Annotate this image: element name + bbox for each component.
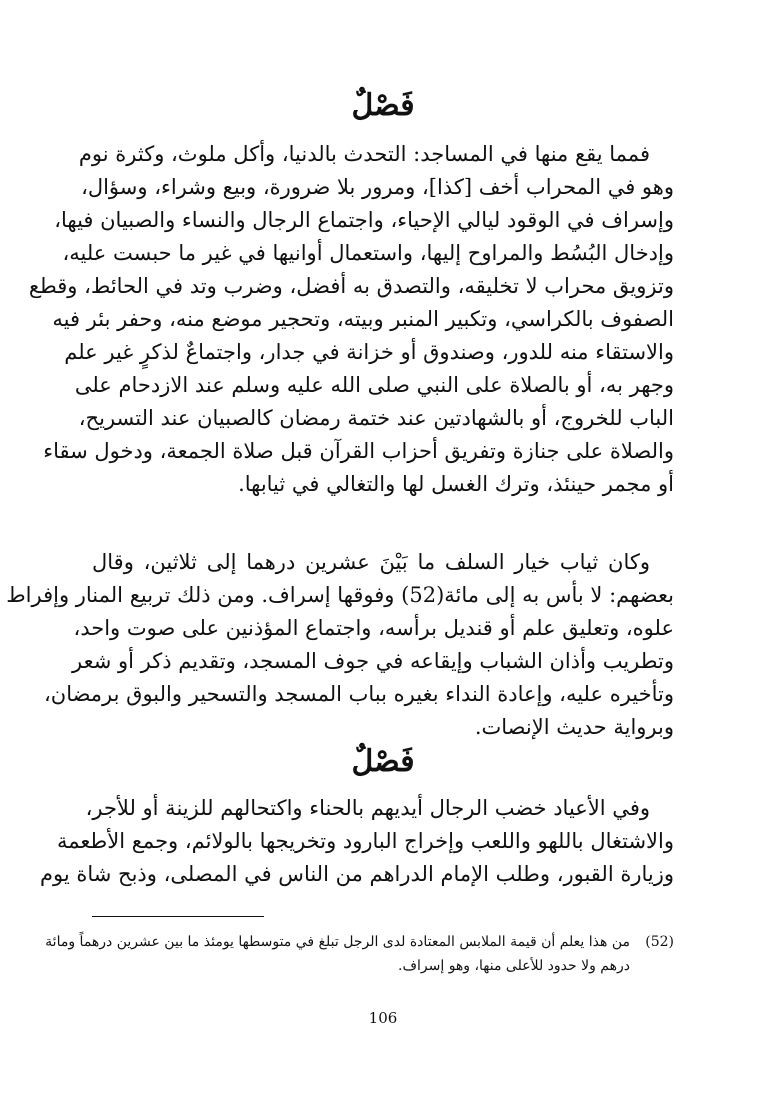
text-line: وتطريب وأذان الشباب وإيقاعه في جوف المسجد، وتقديم ذكر أو شعر — [72, 649, 674, 673]
section-heading-fasl-2: فَصْلٌ — [351, 744, 415, 779]
text-line: والاستقاء منه للدور، وصندوق أو خزانة في جدار، واجتماعٌ لذكرٍ غير علم — [64, 340, 674, 364]
text-line: وفي الأعياد خضب الرجال أيديهم بالحناء واكتحالهم للزينة أو للأجر، — [85, 796, 650, 820]
footnote-line: درهم ولا حدود للأعلى منها، وهو إسراف. — [398, 958, 630, 974]
footnote-line — [45, 930, 674, 954]
text-line: وجهر به، أو بالصلاة على النبي صلى الله عليه وسلم عند الازدحام على — [74, 373, 674, 397]
paragraph-clothing-and-minaret — [6, 546, 674, 744]
text-line: والصلاة على جنازة وتفريق أحزاب القرآن قبل صلاة الجمعة، ودخول سقاء — [43, 439, 674, 463]
text-line: علوه، وتعليق علم أو قنديل برأسه، واجتماع المؤذنين على صوت واحد، — [73, 616, 674, 640]
text-line: وإسراف في الوقود ليالي الإحياء، واجتماع الرجال والنساء والصبيان فيها، — [54, 208, 674, 232]
text-line: بعضهم: لا بأس به إلى مائة(52) وفوقها إسراف. ومن ذلك تربيع المنار وإفراط — [6, 583, 674, 607]
text-line: والاشتغال باللهو واللعب وإخراج البارود وتخريجها بالولائم، وجمع الأطعمة — [57, 829, 674, 853]
footnote-number: (52) — [645, 934, 674, 950]
section-heading-fasl-1: فَصْلٌ — [351, 88, 415, 123]
footnote-text: من هذا يعلم أن قيمة الملابس المعتادة لدى الرجل تبلغ في متوسطها يومئذ ما بين عشرين درهماً ومائة — [45, 934, 630, 950]
text-line: فمما يقع منها في المساجد: التحدث بالدنيا، وأكل ملوث، وكثرة نوم — [78, 142, 650, 166]
text-line: الباب للخروج، أو بالشهادتين عند ختمة رمضان كالصبيان عند التسريح، — [78, 406, 674, 430]
text-line: وبرواية حديث الإنصات. — [474, 715, 674, 739]
book-page — [6, 0, 674, 1101]
text-line: وتأخيره عليه، وإعادة النداء بغيره بباب المسجد والتسحير والبوق برمضان، — [44, 682, 674, 706]
paragraph-eid-customs — [39, 792, 674, 891]
text-line: وإدخال البُسُط والمراوح إليها، واستعمال أوانيها في غير ما حبست عليه، — [62, 241, 674, 265]
text-line: وكان ثياب خيار السلف ما بَيْنَ عشرين درهما إلى ثلاثين، وقال — [92, 550, 650, 574]
text-line: وتزويق محراب لا تخليقه، والتصدق به أفضل، وضرب وتد في الحائط، وقطع — [28, 274, 674, 298]
text-line: وزيارة القبور، وطلب الإمام الدراهم من الناس في المصلى، وذبح شاة يوم — [39, 862, 674, 886]
text-line: الصفوف بالكراسي، وتكبير المنبر وبيته، وتحجير موضع منه، وحفر بئر فيه — [52, 307, 674, 331]
footnote-separator — [92, 916, 264, 917]
footnote — [45, 930, 674, 978]
text-line: أو مجمر حينئذ، وترك الغسل لها والتغالي في ثيابها. — [238, 472, 674, 496]
text-line: وهو في المحراب أخف [كذا]، ومرور بلا ضرورة، وبيع وشراء، وسؤال، — [81, 175, 674, 199]
paragraph-mosque-innovations — [28, 138, 674, 501]
page-number: 106 — [368, 1009, 398, 1027]
